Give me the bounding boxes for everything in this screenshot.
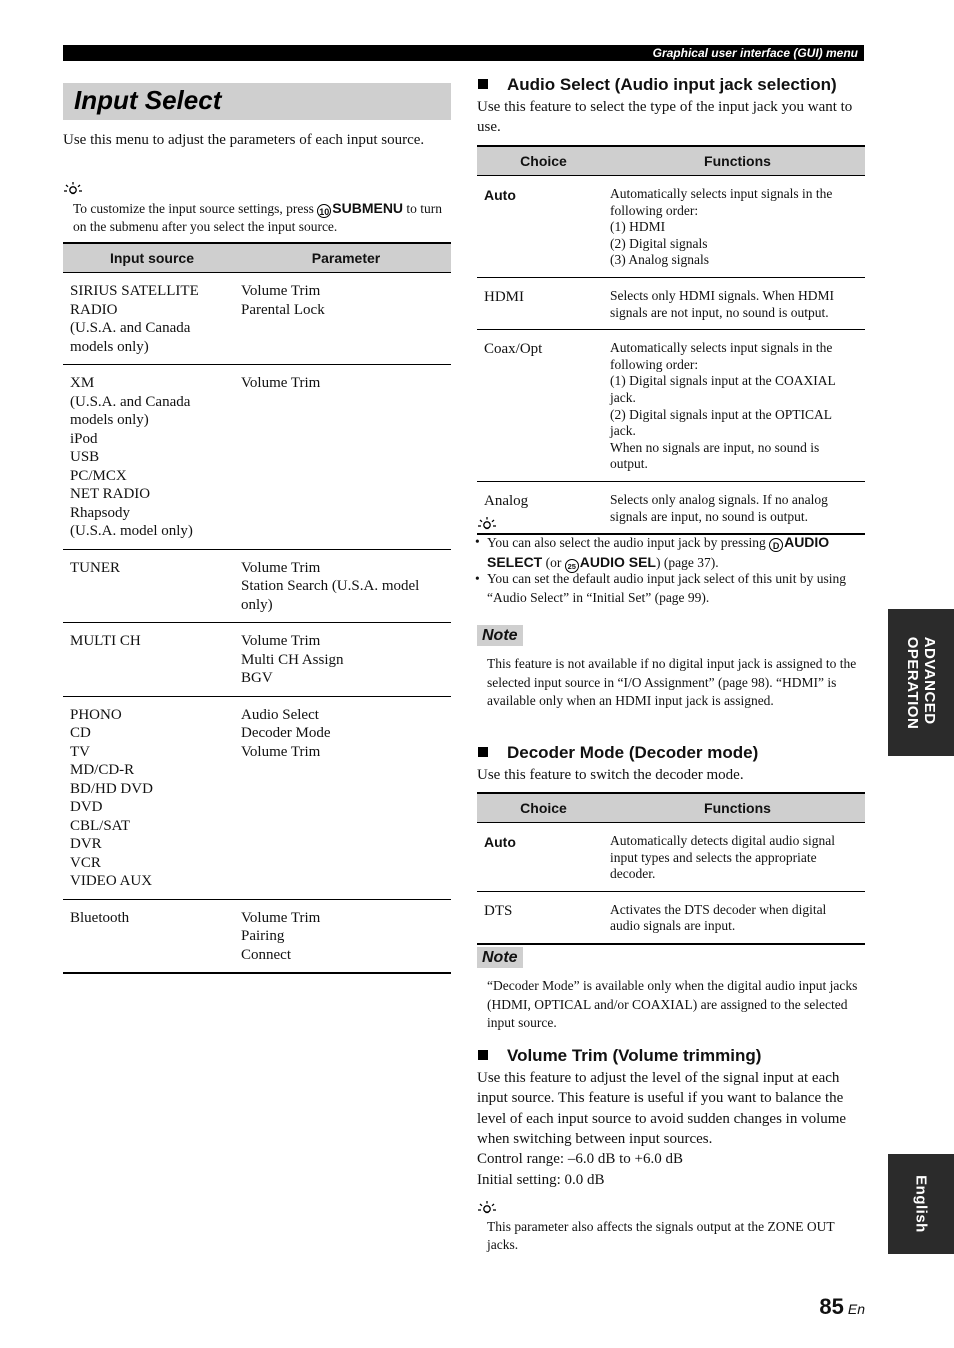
key-number-icon: 10: [317, 204, 331, 218]
volume-trim-desc: Use this feature to adjust the level of the signal input at each input source. This feature is useful if you want to balance the level of each input source to avoid sudden changes in volume when switching between input sources.: [477, 1070, 847, 1147]
tip-bullet-1: • You can also select the audio input jack by pressing D AUDIO SELECT (or 25 AUDIO SEL) (page 37).: [475, 534, 830, 571]
side-tab-advanced-label: ADVANCED OPERATION: [904, 636, 938, 729]
volume-trim-tip: This parameter also affects the signals output at the ZONE OUT jacks.: [487, 1219, 835, 1252]
submenu-key-label: SUBMENU: [332, 200, 404, 216]
audio-select-table: [477, 145, 865, 535]
bullet-text: ) (page 37).: [655, 554, 719, 570]
audio-select-desc: Use this feature to select the type of the input jack you want to use.: [477, 99, 853, 135]
decoder-mode-desc: Use this feature to switch the decoder mode.: [477, 767, 744, 783]
audio-select-key-label: AUDIO SELECT: [487, 534, 830, 570]
column-header-parameter: Parameter: [241, 243, 451, 273]
note-label: Note: [477, 947, 523, 968]
decoder-mode-heading-text: Decoder Mode (Decoder mode): [507, 743, 759, 762]
input-source-cell: MULTI CH: [63, 623, 241, 697]
header-section-label: Graphical user interface (GUI) menu: [652, 46, 858, 60]
column-header-functions: Functions: [610, 793, 865, 823]
key-25-icon: 25: [565, 559, 579, 573]
column-header-choice: Choice: [477, 146, 610, 176]
choice-cell: Auto: [477, 176, 610, 278]
side-tab-english-label: English: [912, 1175, 930, 1233]
functions-cell: Automatically selects input signals in the following order: (1) Digital signals input at the COAXIAL jack. (2) Digital signals input at the OPTICAL jack. When no signals are input, no sound is output.: [610, 330, 865, 482]
table-row: [477, 330, 865, 482]
square-bullet-icon: [478, 79, 488, 89]
side-tab-advanced-operation: [888, 609, 954, 756]
table-row: [477, 277, 865, 329]
column-header-choice: Choice: [477, 793, 610, 823]
tip-bullet-2: • You can set the default audio input jack select of this unit by using “Audio Select” in “Initial Set” (page 99).: [475, 571, 846, 605]
square-bullet-icon: [478, 1050, 488, 1060]
parameter-cell: Volume Trim: [241, 365, 451, 550]
bullet-text: You can also select the audio input jack by pressing: [487, 535, 770, 550]
parameter-cell: Volume Trim Parental Lock: [241, 273, 451, 365]
choice-cell: Auto: [477, 823, 610, 892]
functions-cell: Automatically selects input signals in the following order: (1) HDMI (2) Digital signals (3) Analog signals: [610, 176, 865, 278]
volume-trim-range: Control range: –6.0 dB to +6.0 dB: [477, 1151, 683, 1167]
functions-cell: Selects only analog signals. If no analog signals are input, no sound is output.: [610, 481, 865, 534]
page-number-suffix: En: [847, 1301, 865, 1317]
bullet-text: You can set the default audio input jack select of this unit by using “Audio Select” in “Initial Set” (page 99).: [487, 571, 846, 605]
tip-text-before: To customize the input source settings, press: [73, 201, 318, 216]
decoder-mode-table: [477, 792, 865, 945]
functions-cell: Activates the DTS decoder when digital audio signals are input.: [610, 891, 865, 944]
parameter-cell: Volume Trim Pairing Connect: [241, 899, 451, 973]
tip-icon: [477, 516, 497, 532]
column-header-input-source: Input source: [63, 243, 241, 273]
table-row: [477, 481, 865, 534]
table-row: [63, 696, 451, 899]
functions-cell: Automatically detects digital audio signal input types and selects the appropriate decoder.: [610, 823, 865, 892]
bullet-text: (or: [542, 554, 565, 570]
table-row: [63, 365, 451, 550]
tip-icon: [63, 181, 83, 197]
input-source-cell: XM (U.S.A. and Canada models only) iPod USB PC/MCX NET RADIO Rhapsody (U.S.A. model only): [63, 365, 241, 550]
audio-select-note: This feature is not available if no digital input jack is assigned to the selected input source in “I/O Assignment” (page 98). “HDMI” is available only when an HDMI input jack is assigned.: [487, 656, 857, 708]
input-source-cell: TUNER: [63, 549, 241, 623]
page-title-box: [63, 83, 451, 120]
parameter-cell: Audio Select Decoder Mode Volume Trim: [241, 696, 451, 899]
choice-cell: Analog: [477, 481, 610, 534]
note-label: Note: [477, 625, 523, 646]
page-number-value: 85: [819, 1294, 844, 1319]
input-source-cell: Bluetooth: [63, 899, 241, 973]
page-title: Input Select: [74, 85, 222, 115]
table-row: [63, 273, 451, 365]
volume-trim-heading-text: Volume Trim (Volume trimming): [507, 1046, 762, 1065]
decoder-mode-heading: [478, 743, 758, 763]
table-row: [63, 899, 451, 973]
tip-text-after: to turn on the submenu after you select the input source.: [73, 201, 443, 234]
table-row: [477, 823, 865, 892]
decoder-mode-note: “Decoder Mode” is available only when the digital audio input jacks (HDMI, OPTICAL and/or COAXIAL) are assigned to the selected input source.: [487, 978, 858, 1030]
functions-cell: Selects only HDMI signals. When HDMI signals are not input, no sound is output.: [610, 277, 865, 329]
key-d-icon: D: [769, 538, 783, 552]
audio-select-heading-text: Audio Select (Audio input jack selection): [507, 75, 837, 94]
choice-cell: DTS: [477, 891, 610, 944]
choice-cell: Coax/Opt: [477, 330, 610, 482]
tip-icon: [477, 1200, 497, 1216]
volume-trim-initial: Initial setting: 0.0 dB: [477, 1172, 605, 1188]
side-tab-english: [888, 1154, 954, 1254]
volume-trim-heading: [478, 1046, 761, 1066]
table-row: [477, 891, 865, 944]
choice-cell: HDMI: [477, 277, 610, 329]
input-source-cell: PHONO CD TV MD/CD-R BD/HD DVD DVD CBL/SAT DVR VCR VIDEO AUX: [63, 696, 241, 899]
tip-submenu: [73, 199, 451, 236]
parameter-cell: Volume Trim Station Search (U.S.A. model only): [241, 549, 451, 623]
column-header-functions: Functions: [610, 146, 865, 176]
table-row: [477, 176, 865, 278]
audio-sel-key-label: AUDIO SEL: [579, 553, 656, 570]
parameter-cell: Volume Trim Multi CH Assign BGV: [241, 623, 451, 697]
input-source-cell: SIRIUS SATELLITE RADIO (U.S.A. and Canada models only): [63, 273, 241, 365]
page-number: [819, 1294, 865, 1320]
intro-text: Use this menu to adjust the parameters of each input source.: [63, 132, 425, 148]
header-bar: [63, 45, 864, 61]
input-source-table: [63, 242, 451, 974]
table-row: [63, 549, 451, 623]
audio-select-heading: [478, 75, 837, 95]
square-bullet-icon: [478, 747, 488, 757]
table-row: [63, 623, 451, 697]
